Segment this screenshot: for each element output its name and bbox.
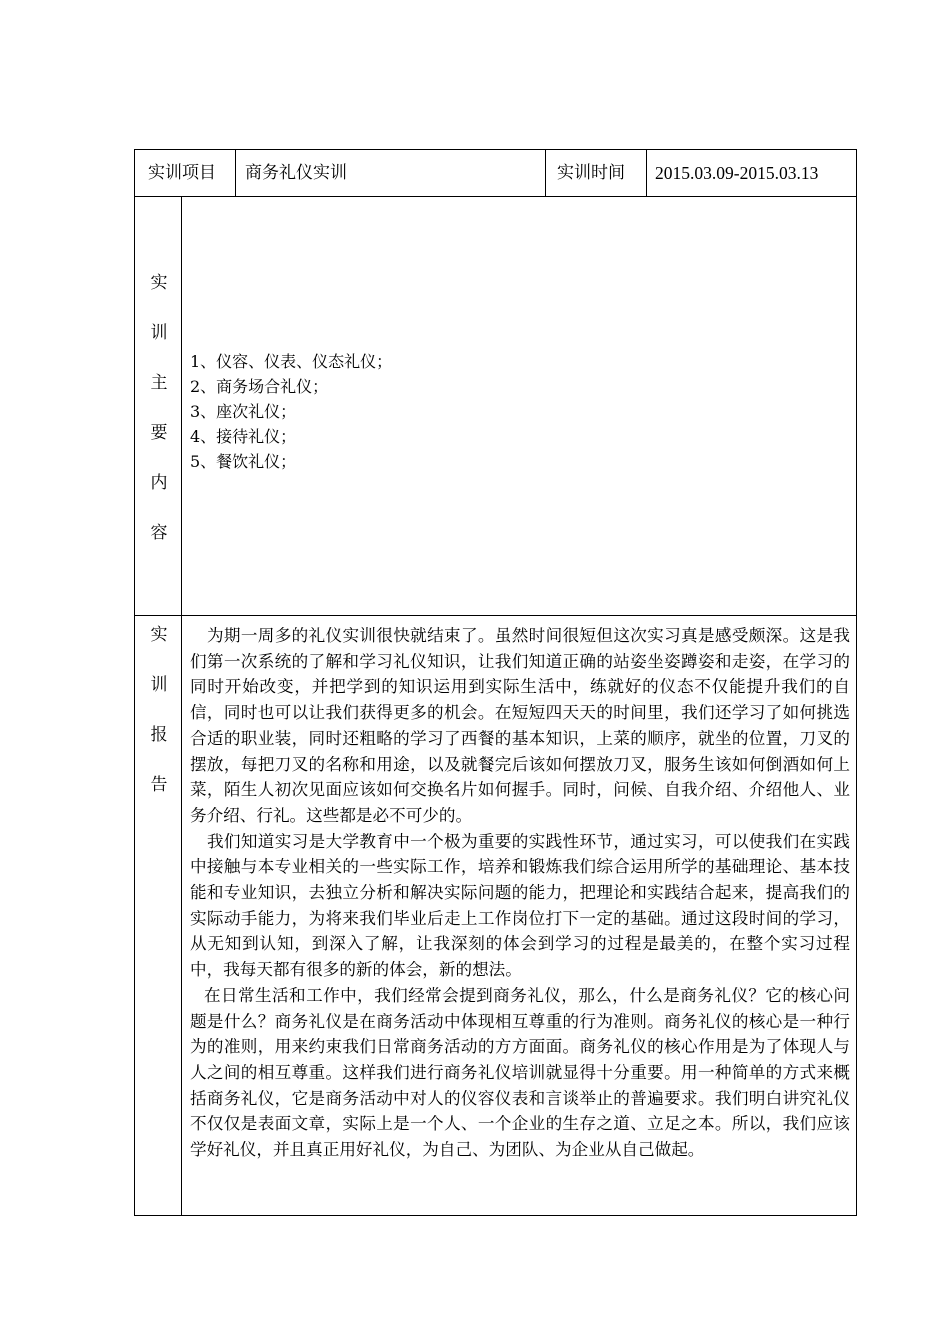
time-value: 2015.03.09-2015.03.13 <box>655 163 819 183</box>
col-divider-project-value <box>545 149 546 196</box>
row-divider-header <box>134 196 857 197</box>
report-label <box>147 623 171 823</box>
list-item: 1、仪容、仪表、仪态礼仪； <box>190 352 393 371</box>
list-item: 2、商务场合礼仪； <box>190 377 329 396</box>
main-content-label <box>147 271 171 571</box>
col-divider-project-label <box>235 149 236 196</box>
row-divider-content <box>134 615 857 616</box>
list-item: 3、座次礼仪； <box>190 402 297 421</box>
list-item: 4、接待礼仪； <box>190 427 297 446</box>
list-item: 5、餐饮礼仪； <box>190 452 297 471</box>
main-content-label-char: 实 <box>150 273 168 293</box>
report-paragraph: 我们知道实习是大学教育中一个极为重要的实践性环节，通过实习，可以使我们在实践中接触与本专业相关的一些实际工作，培养和锻炼我们综合运用所学的基础理论、基本技能和专业知识，去独立分析和解决实际问题的能力，把理论和实践结合起来，提高我们的实际动手能力，为将来我们毕业后走上工作岗位打下一定的基础。通过这段时间的学习，从无知到认知，到深入了解，让我深刻的体会到学习的过程是最美的，在整个实习过程中，我每天都有很多的新的体会，新的想法。 <box>190 831 850 980</box>
main-content-label-char: 训 <box>150 323 168 343</box>
report-label-char: 实 <box>150 625 168 645</box>
report-label-char: 报 <box>150 725 168 745</box>
report-paragraph: 在日常生活和工作中，我们经常会提到商务礼仪，那么，什么是商务礼仪？它的核心问题是什么？商务礼仪是在商务活动中体现相互尊重的行为准则。商务礼仪的核心是一种行为的准则，用来约束我们日常商务活动的方方面面。商务礼仪的核心作用是为了体现人与人之间的相互尊重。这样我们进行商务礼仪培训就显得十分重要。用一种简单的方式来概括商务礼仪，它是商务活动中对人的仪容仪表和言谈举止的普遍要求。我们明白讲究礼仪不仅仅是表面文章，实际上是一个人、一个企业的生存之道、立足之本。所以，我们应该学好礼仪，并且真正用好礼仪，为自己、为团队、为企业从自己做起。 <box>190 985 850 1160</box>
main-content-label-char: 要 <box>150 423 168 443</box>
report-paragraph: 为期一周多的礼仪实训很快就结束了。虽然时间很短但这次实习真是感受颇深。这是我们第一次系统的了解和学习礼仪知识，让我们知道正确的站姿坐姿蹲姿和走姿，在学习的同时开始改变，并把学到的知识运用到实际生活中，练就好的仪态不仅能提升我们的自信，同时也可以让我们获得更多的机会。在短短四天天的时间里，我们还学习了如何挑选合适的职业装，同时还粗略的学习了西餐的基本知识，上菜的顺序，就坐的位置，刀叉的摆放，每把刀叉的名称和用途，以及就餐完后该如何摆放刀叉，服务生该如何倒酒如何上菜，陌生人初次见面应该如何交换名片如何握手。同时，问候、自我介绍、介绍他人、业务介绍、行礼。这些都是必不可少的。 <box>190 626 850 825</box>
main-content-label-char: 主 <box>150 373 168 393</box>
main-content-label-char: 内 <box>150 473 168 493</box>
main-content-label-char: 容 <box>150 523 168 543</box>
col-divider-left-label <box>181 196 182 1216</box>
report-label-char: 训 <box>150 675 168 695</box>
report-label-char: 告 <box>150 775 168 795</box>
project-value: 商务礼仪实训 <box>245 163 347 183</box>
report-body <box>190 623 850 1163</box>
col-divider-time-label <box>646 149 647 196</box>
main-content-list <box>190 349 392 474</box>
time-label: 实训时间 <box>557 163 625 183</box>
project-label: 实训项目 <box>148 163 216 183</box>
